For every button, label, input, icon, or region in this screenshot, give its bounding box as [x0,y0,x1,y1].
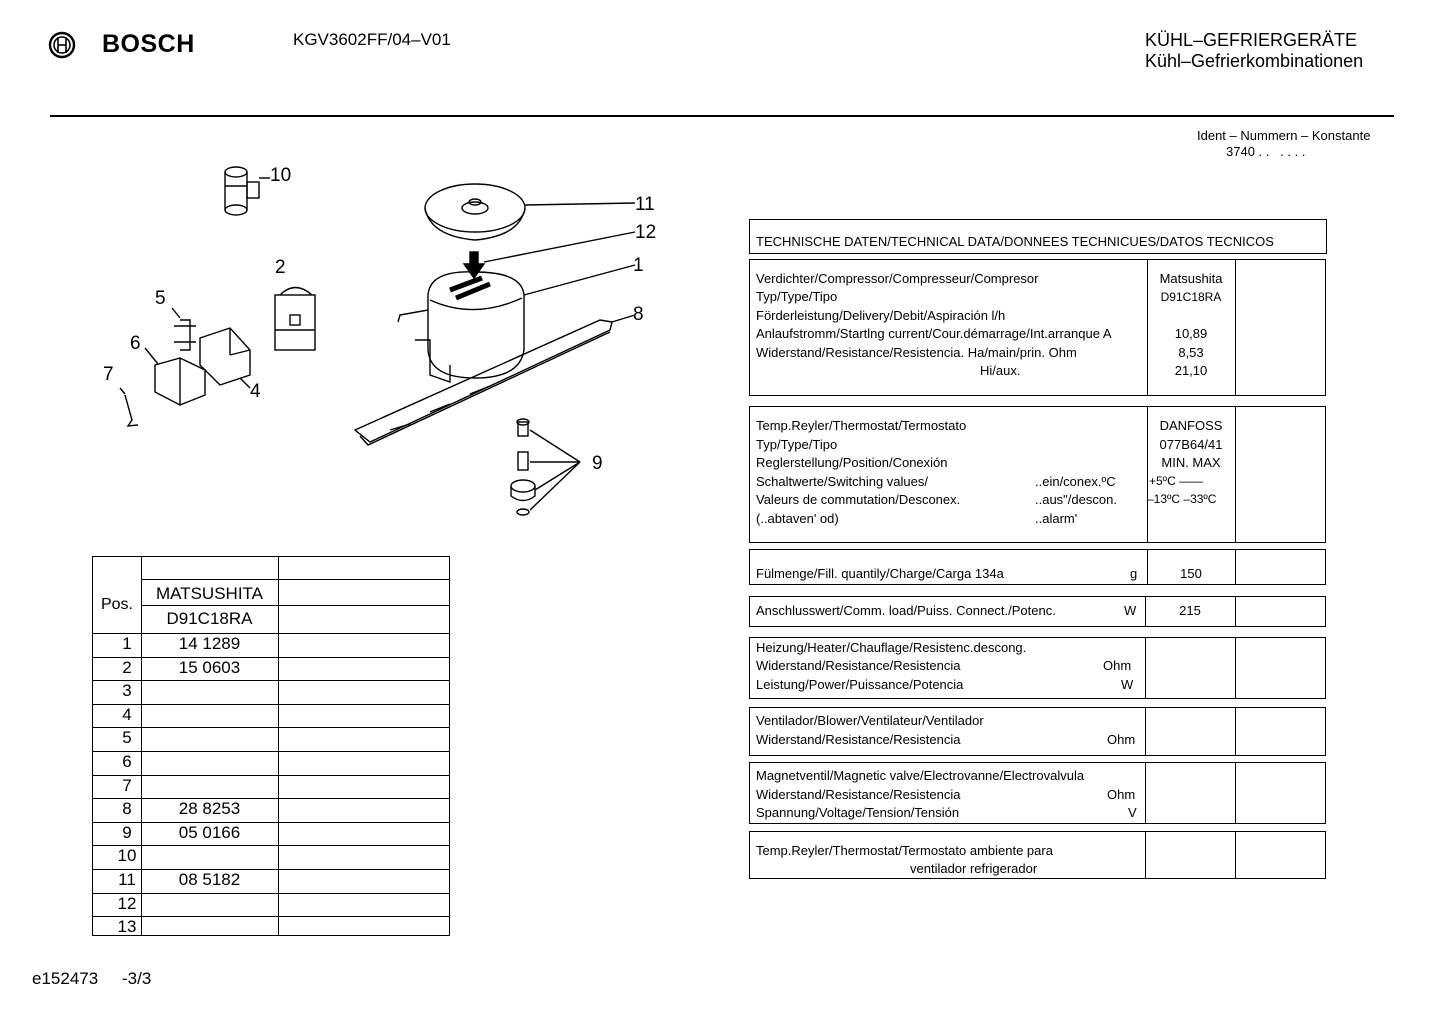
thermostat-position-value: MIN. MAX [1161,455,1221,470]
blower-resistance-label: Widerstand/Resistance/Resistencia [756,732,961,747]
blower-label: Ventilador/Blower/Ventilateur/Ventilador [756,713,984,728]
parts-row-pos: 10 [117,846,137,866]
parts-row-pos: 4 [122,704,132,724]
ambient-thermostat-label: Temp.Reyler/Thermostat/Termostato ambiente para [756,843,1053,858]
parts-row-pos: 6 [122,752,132,771]
callout-7: 7 [103,364,114,385]
base-plate-part [355,315,635,445]
thermostat-position-label: Reglerstellung/Position/Conexión [756,455,948,470]
heater-resistance-label: Widerstand/Resistance/Resistencia [756,658,961,673]
parts-row-pos: 3 [122,681,132,701]
parts-table [92,556,450,936]
compressor-current-value: 10,89 [1174,326,1208,341]
parts-row-pos: 9 [122,822,132,842]
parts-row-pos: 1 [122,634,132,653]
callout-11: 11 [635,194,655,215]
valve-voltage-label: Spannung/Voltage/Tension/Tensión [756,805,960,820]
parts-row-pos: 2 [122,657,132,677]
callout-4: 4 [250,381,261,402]
thermostat-alarm-label: ..alarm' [1035,511,1078,526]
terminal-cover-part [145,348,205,405]
compressor-aux-label: Hi/aux. [980,363,1021,378]
thermostat-on-value: +5ºC —— [1149,474,1204,488]
callout-9: 9 [592,453,603,474]
ident-label: Ident – Nummern – Konstante [1197,128,1371,143]
header-divider [50,115,1394,117]
parts-row-pos: 8 [122,799,132,819]
callout-8: 8 [633,304,644,325]
heater-power-label: Leistung/Power/Puissance/Potencia [756,677,964,692]
valve-resistance-unit: Ohm [1107,787,1136,802]
valve-label: Magnetventil/Magnetic valve/Electrovanne/Electrovalvula [756,768,1085,783]
thermostat-off-value: –13ºC –33ºC [1147,492,1217,506]
tech-data-title: TECHNISCHE DATEN/TECHNICAL DATA/DONNEES TECHNICUES/DATOS TECNICOS [756,234,1274,249]
arrow-12 [464,232,635,278]
protector-part [200,328,250,388]
callout-2: 2 [275,257,286,278]
parts-row-pos: 11 [118,870,136,889]
thermostat-on-label: ..ein/conex.ºC [1035,474,1116,489]
ambient-thermostat-section [749,831,1326,879]
parts-row-code: 14 1289 [178,634,241,653]
clip-part [172,308,196,350]
model-number: KGV3602FF/04–V01 [293,30,451,49]
connected-load-unit: W [1124,603,1137,618]
compressor-main-resistance-value: 8,53 [1178,345,1204,360]
compressor-brand-value: Matsushita [1159,271,1223,286]
document-code: e152473 [32,969,99,988]
valve-resistance-label: Widerstand/Resistance/Resistencia [756,787,961,802]
fill-quantity-section [749,549,1326,585]
parts-row-code: 15 0603 [178,657,241,677]
page-number: -3/3 [122,969,152,988]
blower-section [749,707,1326,756]
thermostat-off-label: ..aus"/descon. [1035,492,1117,507]
parts-row-pos: 13 [117,917,137,937]
bosch-logo-icon [48,31,76,59]
clamp-part [120,388,138,426]
compressor-type-label: Typ/Type/Tipo [756,289,838,304]
tech-data-title-box [749,219,1327,254]
category-subtitle: Kühl–Gefrierkombinationen [1145,51,1364,71]
thermostat-type-label: Typ/Type/Tipo [756,437,838,452]
parts-header-brand: MATSUSHITA [155,584,264,603]
connected-load-value: 215 [1179,603,1201,618]
compressor-section [749,259,1326,396]
parts-row-code: 08 5182 [178,870,241,889]
valve-voltage-unit: V [1128,805,1137,820]
blower-resistance-unit: Ohm [1107,732,1136,747]
heater-power-unit: W [1121,677,1134,692]
callout-12: 12 [635,222,657,243]
parts-row-code: 05 0166 [178,822,241,842]
parts-row-pos: 12 [117,893,137,913]
compressor-delivery-label: Förderleistung/Delivery/Debit/Aspiración l/h [756,308,1006,323]
thermostat-switching-label: Schaltwerte/Switching values/ [756,474,928,489]
compressor-resistance-label: Widerstand/Resistance/Resistencia. Ha/main/prin. Ohm [756,345,1077,360]
heater-resistance-unit: Ohm [1103,658,1132,673]
magnetic-valve-section [749,762,1326,824]
fill-quantity-unit: g [1130,566,1138,581]
callout-6: 6 [130,333,141,354]
compressor-part [398,265,635,382]
connected-load-section [749,596,1326,627]
thermostat-type-value: 077B64/41 [1159,437,1223,452]
relay-part [275,288,315,351]
ambient-thermostat-sublabel: ventilador refrigerador [910,861,1038,876]
mounting-hardware-part [511,419,580,515]
category-title: KÜHL–GEFRIERGERÄTE [1145,30,1358,50]
parts-row-pos: 7 [122,775,132,795]
parts-header-model: D91C18RA [166,609,253,628]
thermostat-commutation-label: Valeurs de commutation/Desconex. [756,492,961,507]
thermostat-brand-value: DANFOSS [1159,418,1223,433]
callout-5: 5 [155,288,166,309]
fill-quantity-value: 150 [1180,566,1202,581]
parts-row-pos: 5 [122,728,132,748]
compressor-label: Verdichter/Compressor/Compresseur/Compresor [756,271,1039,286]
thermostat-defrost-label: (..abtaven' od) [756,511,839,526]
callout-1: 1 [633,255,644,276]
compressor-current-label: Anlaufstromm/Startlng current/Cour.démarrage/Int.arranque A [756,326,1112,341]
heater-section [749,637,1326,699]
parts-row-code: 28 8253 [178,799,241,819]
thermostat-section [749,406,1326,543]
exploded-parts-diagram [90,150,650,530]
compressor-aux-resistance-value: 21,10 [1174,363,1208,378]
compressor-cover-part [425,184,635,240]
heater-label: Heizung/Heater/Chauflage/Resistenc.descong. [756,640,1027,655]
compressor-type-value: D91C18RA [1160,290,1222,304]
callout-10: 10 [270,165,292,186]
fill-quantity-label: Fülmenge/Fill. quantily/Charge/Carga 134a [756,566,1004,581]
ident-value: 3740 . . . . . . [1226,144,1306,159]
brand-name: BOSCH [102,30,195,58]
thermostat-label: Temp.Reyler/Thermostat/Termostato [756,418,967,433]
pos-header: Pos. [100,596,133,613]
connected-load-label: Anschlusswert/Comm. load/Puiss. Connect./Potenc. [756,603,1056,618]
capacitor-part [225,167,270,215]
